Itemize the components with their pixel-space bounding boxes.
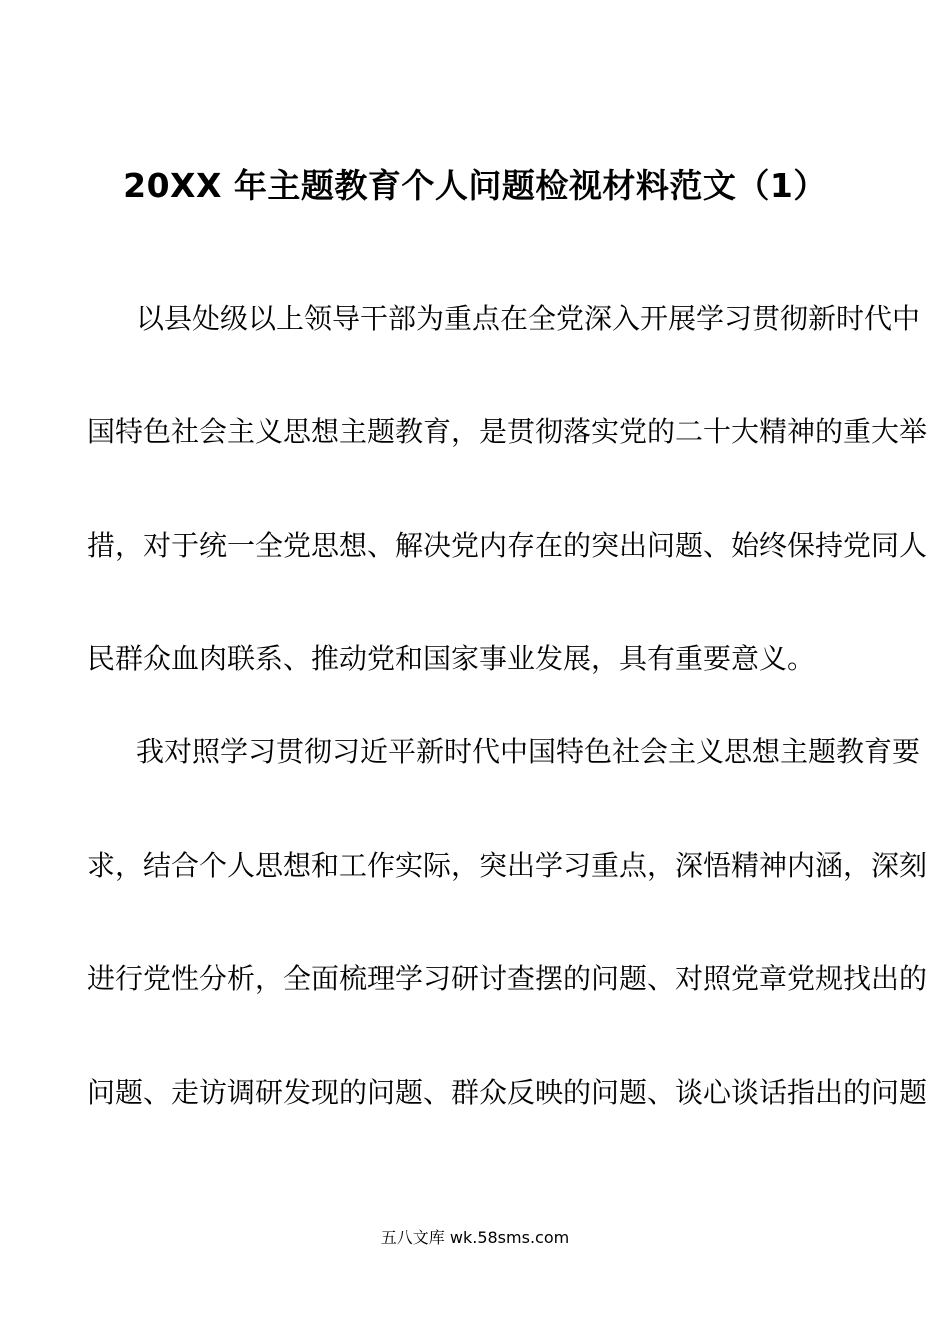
paragraph-1-line-4: 民群众血肉联系、推动党和国家事业发展，具有重要意义。 xyxy=(87,642,816,675)
paragraph-1-line-2: 国特色社会主义思想主题教育，是贯彻落实党的二十大精神的重大举 xyxy=(87,415,928,448)
paragraph-2-line-1: 我对照学习贯彻习近平新时代中国特色社会主义思想主题教育要 xyxy=(136,735,921,768)
paragraph-1-line-3: 措，对于统一全党思想、解决党内存在的突出问题、始终保持党同人 xyxy=(87,529,928,562)
paragraph-2-line-3: 进行党性分析，全面梳理学习研讨查摆的问题、对照党章党规找出的 xyxy=(87,962,928,995)
paragraph-1-line-1: 以县处级以上领导干部为重点在全党深入开展学习贯彻新时代中 xyxy=(136,302,921,335)
document-title: 20XX 年主题教育个人问题检视材料范文（1） xyxy=(123,166,827,205)
paragraph-2-line-4: 问题、走访调研发现的问题、群众反映的问题、谈心谈话指出的问题 xyxy=(87,1076,928,1109)
paragraph-2-line-2: 求，结合个人思想和工作实际，突出学习重点，深悟精神内涵，深刻 xyxy=(87,849,928,882)
page-footer: 五八文库 wk.58sms.com xyxy=(380,1228,570,1247)
